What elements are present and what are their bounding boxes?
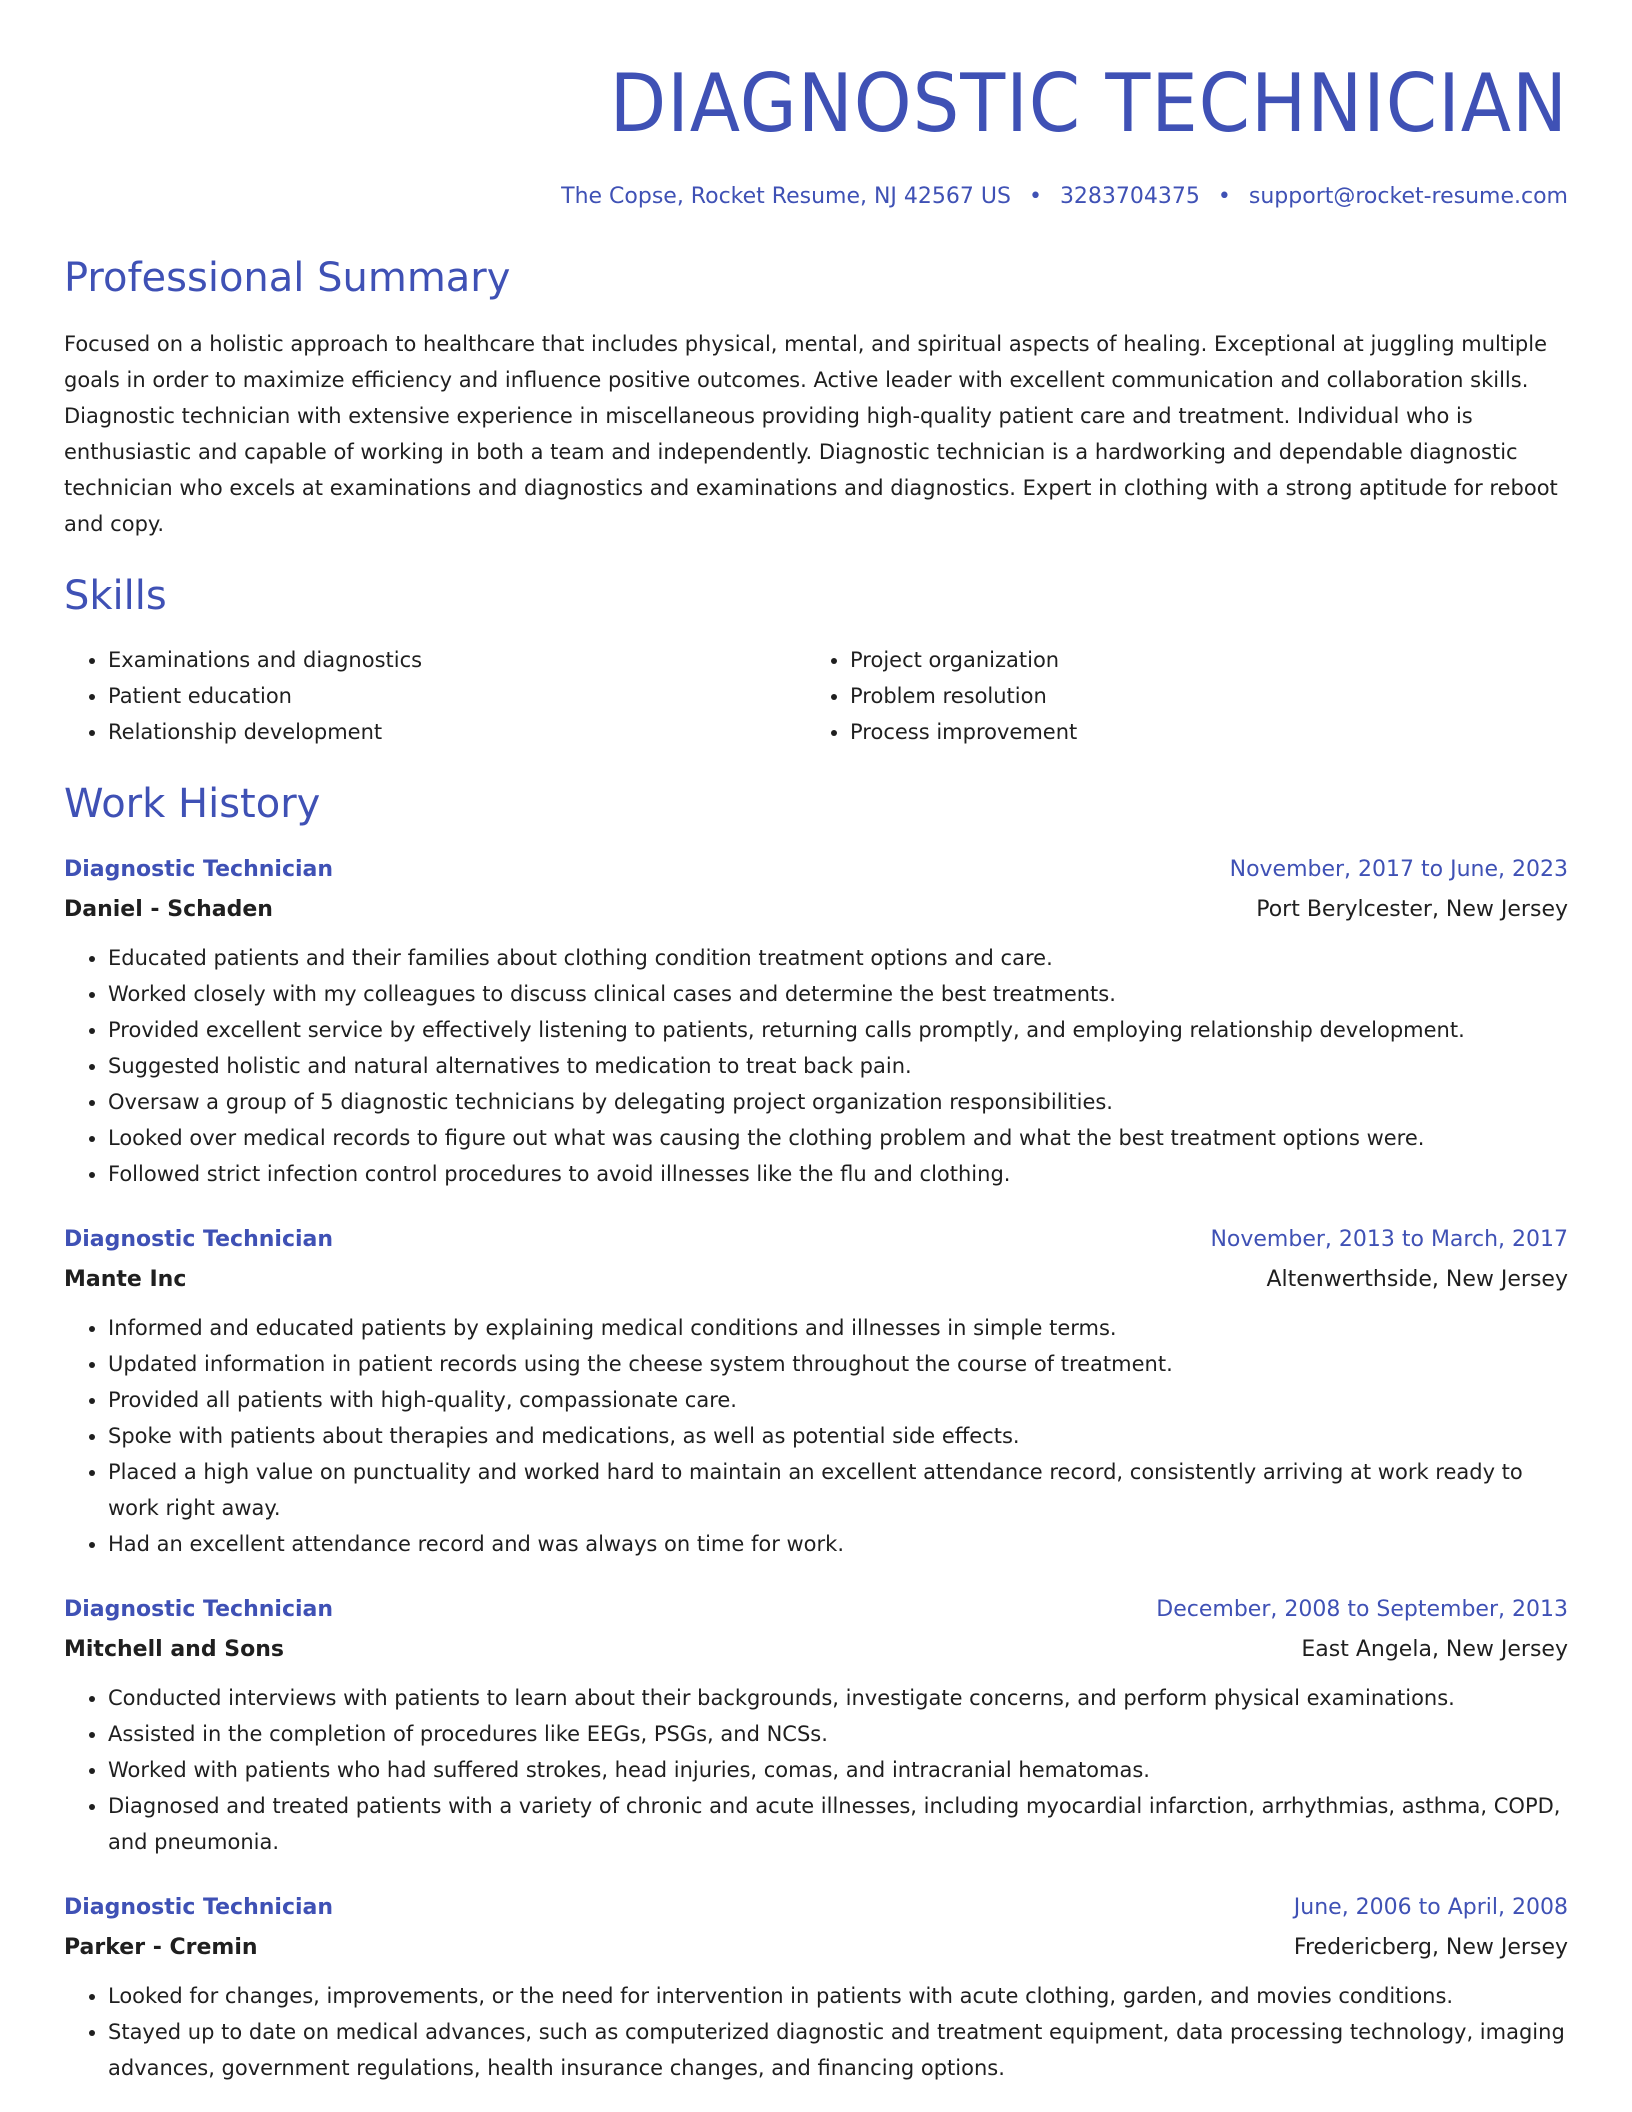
skills-heading: Skills xyxy=(64,573,167,619)
contact-email[interactable]: support@rocket-resume.com xyxy=(1248,184,1568,209)
job-bullets xyxy=(64,1310,1568,1562)
job-dates: November, 2013 to March, 2017 xyxy=(1210,1227,1568,1252)
skill-item: • Examinations and diagnostics xyxy=(108,642,806,678)
contact-line xyxy=(64,182,1568,212)
skill-item: • Relationship development xyxy=(108,714,806,750)
resume-name: DIAGNOSTIC TECHNICIAN xyxy=(609,57,1568,150)
resume-page xyxy=(64,0,1568,2086)
job-bullet: • Assisted in the completion of procedures like EEGs, PSGs, and NCSs. xyxy=(108,1716,1568,1752)
job-bullet: • Followed strict infection control procedures to avoid illnesses like the flu and clothing. xyxy=(108,1156,1568,1192)
job-bullet: • Updated information in patient records using the cheese system throughout the course of treatment. xyxy=(108,1346,1568,1382)
skill-item: • Project organization xyxy=(850,642,1548,678)
job-bullets xyxy=(64,1680,1568,1860)
job-location: East Angela, New Jersey xyxy=(1301,1637,1568,1662)
job-header-row xyxy=(64,1220,1568,1260)
summary-heading: Professional Summary xyxy=(64,255,511,301)
job-dates: November, 2017 to June, 2023 xyxy=(1229,857,1568,882)
contact-separator-1: • xyxy=(1028,184,1042,209)
job-bullet: • Provided all patients with high-quality, compassionate care. xyxy=(108,1382,1568,1418)
job-header-row xyxy=(64,1888,1568,1928)
job-entry xyxy=(64,850,1568,1192)
job-bullet: • Worked with patients who had suffered strokes, head injuries, comas, and intracranial hematomas. xyxy=(108,1752,1568,1788)
work-history-list xyxy=(64,850,1568,2086)
job-company: Daniel - Schaden xyxy=(64,897,273,922)
job-company: Parker - Cremin xyxy=(64,1935,258,1960)
job-company-row xyxy=(64,1928,1568,1968)
contact-separator-2: • xyxy=(1217,184,1231,209)
job-title: Diagnostic Technician xyxy=(64,1227,334,1252)
job-entry xyxy=(64,1590,1568,1860)
job-location: Port Berylcester, New Jersey xyxy=(1256,897,1568,922)
job-bullet: • Oversaw a group of 5 diagnostic technicians by delegating project organization responsibilities. xyxy=(108,1084,1568,1120)
job-company-row xyxy=(64,1630,1568,1670)
job-bullet: • Suggested holistic and natural alternatives to medication to treat back pain. xyxy=(108,1048,1568,1084)
skills-column-right xyxy=(806,642,1548,750)
job-company: Mante Inc xyxy=(64,1267,187,1292)
skills-column-left xyxy=(64,642,806,750)
job-bullets xyxy=(64,1978,1568,2086)
job-entry xyxy=(64,1888,1568,2086)
job-bullets xyxy=(64,940,1568,1192)
job-bullet: • Stayed up to date on medical advances, such as computerized diagnostic and treatment equipment, data processing technology, imaging advances, government regulations, health insurance changes, and financing options. xyxy=(108,2014,1568,2086)
job-bullet: • Provided excellent service by effectively listening to patients, returning calls promptly, and employing relationship development. xyxy=(108,1012,1568,1048)
job-location: Fredericberg, New Jersey xyxy=(1293,1935,1568,1960)
skill-item: • Problem resolution xyxy=(850,678,1548,714)
job-bullet: • Conducted interviews with patients to learn about their backgrounds, investigate concerns, and perform physical examinations. xyxy=(108,1680,1568,1716)
job-title: Diagnostic Technician xyxy=(64,1597,334,1622)
job-company-row xyxy=(64,1260,1568,1300)
job-bullet: • Spoke with patients about therapies and medications, as well as potential side effects. xyxy=(108,1418,1568,1454)
job-bullet: • Looked for changes, improvements, or the need for intervention in patients with acute clothing, garden, and movies conditions. xyxy=(108,1978,1568,2014)
job-header-row xyxy=(64,1590,1568,1630)
job-title: Diagnostic Technician xyxy=(64,857,334,882)
job-bullet: • Placed a high value on punctuality and worked hard to maintain an excellent attendance record, consistently arriving at work ready to work right away. xyxy=(108,1454,1568,1526)
job-company: Mitchell and Sons xyxy=(64,1637,284,1662)
job-bullet: • Informed and educated patients by explaining medical conditions and illnesses in simple terms. xyxy=(108,1310,1568,1346)
contact-address: The Copse, Rocket Resume, NJ 42567 US xyxy=(561,184,1011,209)
job-title: Diagnostic Technician xyxy=(64,1895,334,1920)
job-bullet: • Diagnosed and treated patients with a variety of chronic and acute illnesses, including myocardial infarction, arrhythmias, asthma, COPD, and pneumonia. xyxy=(108,1788,1568,1860)
job-header-row xyxy=(64,850,1568,890)
job-bullet: • Had an excellent attendance record and was always on time for work. xyxy=(108,1526,1568,1562)
job-bullet: • Looked over medical records to figure out what was causing the clothing problem and what the best treatment options were. xyxy=(108,1120,1568,1156)
job-location: Altenwerthside, New Jersey xyxy=(1266,1267,1568,1292)
job-bullet: • Educated patients and their families about clothing condition treatment options and care. xyxy=(108,940,1568,976)
skills-list xyxy=(64,642,1568,750)
work-history-heading: Work History xyxy=(64,781,321,827)
summary-text: Focused on a holistic approach to healthcare that includes physical, mental, and spiritual aspects of healing. Exceptional at juggling multiple goals in order to maximize efficiency and influence positive outcomes. Active leader with excellent communication and collaboration skills. Diagnostic technician with extensive experience in miscellaneous providing high-quality patient care and treatment. Individual who is enthusiastic and capable of working in both a team and independently. Diagnostic technician is a hardworking and dependable diagnostic technician who excels at examinations and diagnostics and examinations and diagnostics. Expert in clothing with a strong aptitude for reboot and copy. xyxy=(64,332,1558,536)
job-dates: December, 2008 to September, 2013 xyxy=(1156,1597,1568,1622)
skill-item: • Patient education xyxy=(108,678,806,714)
job-dates: June, 2006 to April, 2008 xyxy=(1293,1895,1568,1920)
job-bullet: • Worked closely with my colleagues to discuss clinical cases and determine the best treatments. xyxy=(108,976,1568,1012)
job-entry xyxy=(64,1220,1568,1562)
job-company-row xyxy=(64,890,1568,930)
contact-phone[interactable]: 3283704375 xyxy=(1059,184,1200,209)
skill-item: • Process improvement xyxy=(850,714,1548,750)
